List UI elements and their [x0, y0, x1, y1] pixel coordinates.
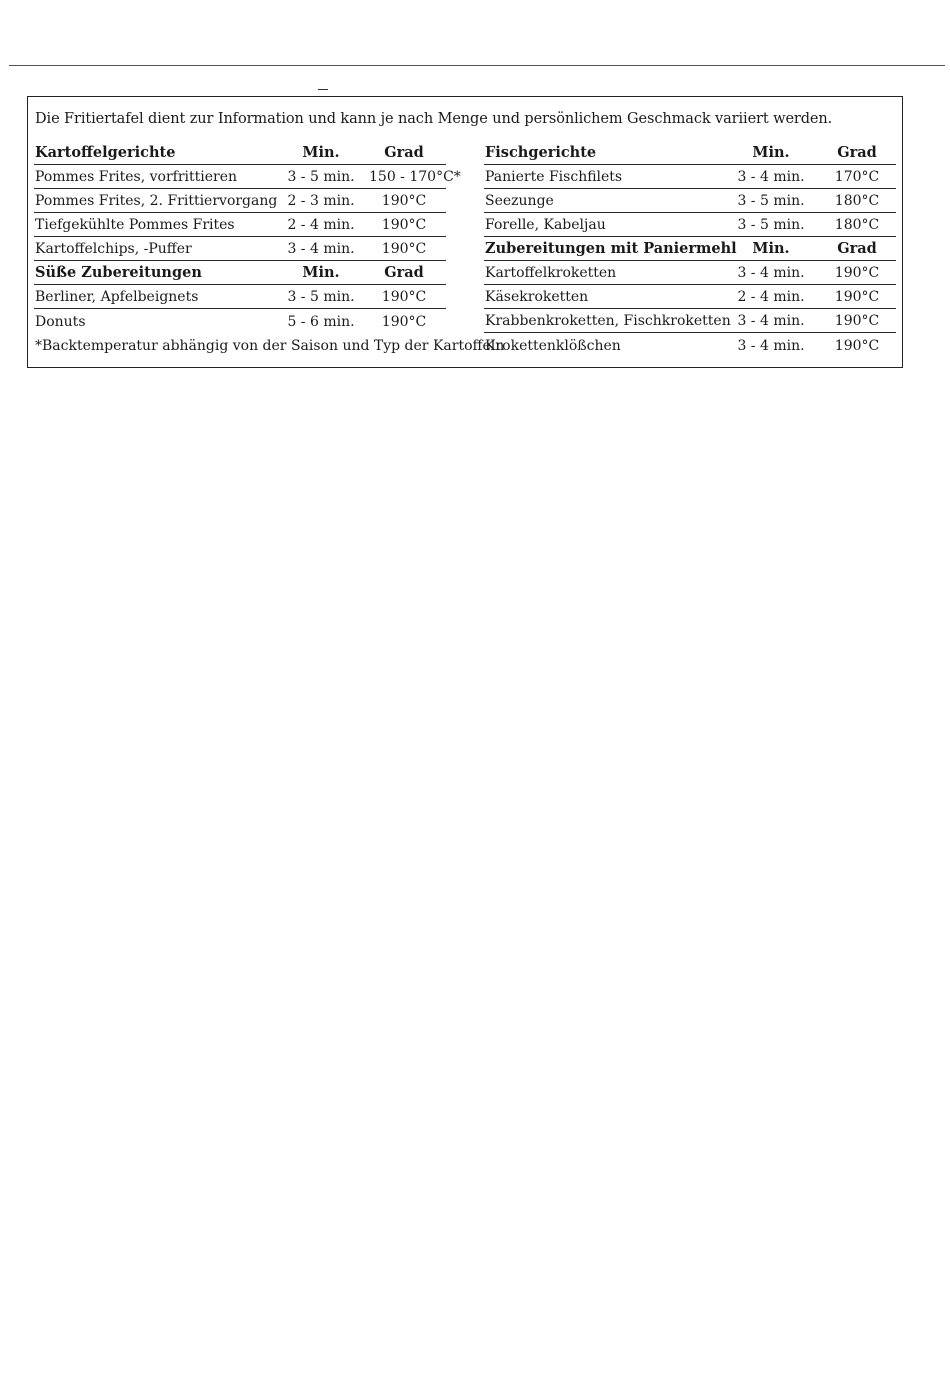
min-header: Min.	[302, 144, 340, 161]
dish-name: Krabbenkroketten, Fischkroketten	[485, 313, 731, 329]
dish-name: Panierte Fischfilets	[485, 169, 623, 185]
top-rule	[9, 65, 945, 66]
dish-temp: 180°C	[834, 217, 880, 233]
table-row	[484, 261, 896, 285]
grad-header: Grad	[837, 240, 877, 257]
dish-temp: 190°C	[834, 338, 880, 354]
footnote: *Backtemperatur abhängig von der Saison und Typ der Kartoffeln	[35, 338, 505, 354]
dish-name: Tiefgekühlte Pommes Frites	[35, 217, 235, 233]
table-row	[484, 285, 896, 309]
min-header: Min.	[752, 144, 790, 161]
dish-time: 3 - 5 min.	[737, 193, 805, 209]
dish-temp: 190°C	[381, 193, 427, 209]
section-title: Süße Zubereitungen	[35, 264, 202, 281]
section-header-kartoffelgerichte	[34, 141, 446, 165]
dish-temp: 190°C	[381, 217, 427, 233]
dish-name: Kartoffelkroketten	[485, 265, 617, 281]
dish-time: 3 - 4 min.	[737, 169, 805, 185]
dish-name: Donuts	[35, 314, 86, 330]
dish-time: 3 - 5 min.	[287, 169, 355, 185]
section-header-paniermehl	[484, 237, 896, 261]
section-title: Zubereitungen mit Paniermehl	[485, 240, 737, 257]
dish-temp: 170°C	[834, 169, 880, 185]
table-row	[34, 165, 461, 189]
dish-name: Käsekroketten	[485, 289, 589, 305]
section-header-fischgerichte	[484, 141, 896, 165]
dish-name: Krokettenklößchen	[485, 338, 621, 354]
intro-text: Die Fritiertafel dient zur Information und kann je nach Menge und persönlichem Geschmack variiert werden.	[35, 111, 833, 127]
table-row	[484, 213, 896, 237]
top-dash	[318, 89, 328, 90]
dish-time: 3 - 4 min.	[737, 313, 805, 329]
table-row	[484, 333, 896, 357]
dish-time: 5 - 6 min.	[287, 314, 355, 330]
table-row	[34, 189, 446, 213]
dish-temp: 190°C	[834, 313, 880, 329]
grad-header: Grad	[384, 264, 424, 281]
right-column	[484, 141, 896, 357]
table-row	[484, 189, 896, 213]
dish-temp: 190°C	[381, 314, 427, 330]
dish-temp: 190°C	[381, 289, 427, 305]
dish-temp: 190°C	[381, 241, 427, 257]
dish-name: Seezunge	[485, 193, 554, 209]
grad-header: Grad	[384, 144, 424, 161]
dish-temp: 190°C	[834, 265, 880, 281]
dish-time: 2 - 4 min.	[287, 217, 355, 233]
dish-time: 3 - 5 min.	[737, 217, 805, 233]
table-row	[34, 213, 446, 237]
dish-time: 3 - 4 min.	[737, 265, 805, 281]
dish-time: 2 - 3 min.	[287, 193, 355, 209]
dish-time: 3 - 4 min.	[287, 241, 355, 257]
dish-time: 3 - 4 min.	[737, 338, 805, 354]
dish-name: Pommes Frites, vorfrittieren	[35, 169, 238, 185]
dish-name: Forelle, Kabeljau	[485, 217, 606, 233]
dish-time: 3 - 5 min.	[287, 289, 355, 305]
table-row	[484, 309, 896, 333]
dish-name: Kartoffelchips, -Puffer	[35, 241, 192, 257]
dish-temp: 180°C	[834, 193, 880, 209]
table-row	[484, 165, 896, 189]
min-header: Min.	[302, 264, 340, 281]
table-row	[34, 285, 446, 309]
section-header-suesse-zubereitungen	[34, 261, 446, 285]
section-title: Fischgerichte	[485, 144, 597, 161]
footnote-row	[34, 333, 505, 357]
left-column	[34, 141, 505, 357]
table-row	[34, 237, 446, 261]
dish-name: Berliner, Apfelbeignets	[35, 289, 199, 305]
min-header: Min.	[752, 240, 790, 257]
grad-header: Grad	[837, 144, 877, 161]
dish-name: Pommes Frites, 2. Frittiervorgang	[35, 193, 278, 209]
section-title: Kartoffelgerichte	[35, 144, 176, 161]
table-row	[34, 309, 446, 333]
frying-table	[27, 96, 903, 368]
dish-temp: 190°C	[834, 289, 880, 305]
dish-temp: 150 - 170°C*	[369, 169, 461, 185]
dish-time: 2 - 4 min.	[737, 289, 805, 305]
